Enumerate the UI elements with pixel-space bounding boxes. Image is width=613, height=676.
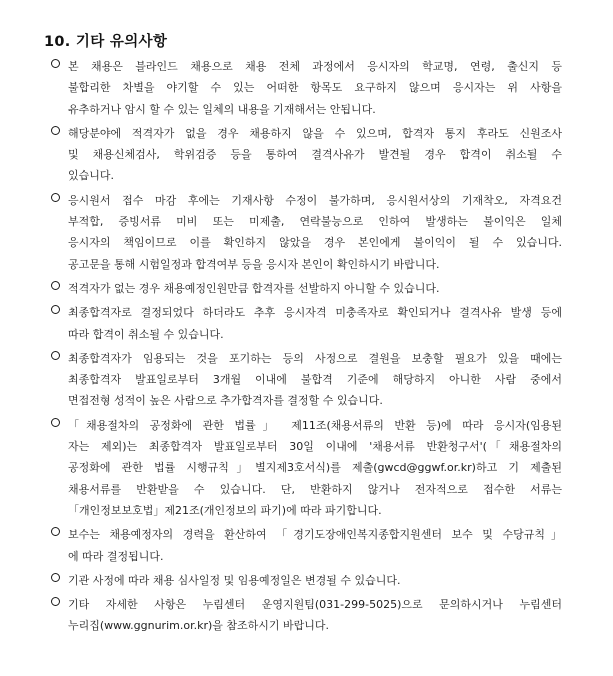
notice-line: 부적합, 증빙서류 미비 또는 미제출, 연락불능으로 인하여 발생하는 불이익은 일체: [68, 215, 562, 229]
notice-item: [0, 302, 613, 345]
notice-line: 기관 사정에 따라 채용 심사일정 및 임용예정일은 변경될 수 있습니다.: [68, 573, 401, 587]
notice-line: 있습니다.: [68, 169, 115, 183]
circle-bullet-icon: [51, 193, 60, 202]
notice-item-text: [68, 56, 562, 120]
notice-item-text: [68, 524, 562, 567]
notice-line: 「개인정보보호법」제21조(개인정보의 파기)에 따라 파기합니다.: [68, 503, 382, 517]
notice-line: 「채용절차의 공정화에 관한 법률」 제11조(채용서류의 반환 등)에 따라 응시자(임용된: [68, 418, 562, 432]
notice-line: 불합리한 차별을 야기할 수 있는 어떠한 항목도 요구하지 않으며 응시자는 위 사항을: [68, 81, 562, 95]
circle-bullet-icon: [51, 573, 60, 582]
notice-item: [0, 278, 613, 299]
notice-line: 공정화에 관한 법률 시행규칙」별지제3호서식)를 제출(gwcd@ggwf.or.kr)하고 기 제출된: [68, 461, 562, 475]
notice-item: [0, 123, 613, 187]
notice-line: 누리집(www.ggnurim.or.kr)을 참조하시기 바랍니다.: [68, 619, 330, 633]
notice-item-text: [68, 278, 562, 299]
notice-line: 최종합격자로 결정되었다 하더라도 추후 응시자격 미충족자로 확인되거나 결격사유 발생 등에: [68, 306, 562, 320]
notice-item: [0, 570, 613, 591]
circle-bullet-icon: [51, 126, 60, 135]
notice-line: 응시원서 접수 마감 후에는 기재사항 수정이 불가하며, 응시원서상의 기재착오, 자격요건: [68, 193, 562, 207]
notice-item: [0, 415, 613, 521]
notice-item-text: [68, 190, 562, 275]
section-title: 10. 기타 유의사항: [44, 34, 168, 50]
notice-item-text: [68, 123, 562, 187]
notice-item-text: [68, 594, 562, 637]
notice-line: 보수는 채용예정자의 경력을 환산하여 「경기도장애인복지종합지원센터 보수 및 수당규칙」: [68, 528, 562, 542]
notice-line: 및 채용신체검사, 학위검증 등을 통하여 결격사유가 발견될 경우 합격이 취소될 수: [68, 148, 562, 162]
notice-line: 적격자가 없는 경우 채용예정인원만큼 합격자를 선발하지 아니할 수 있습니다.: [68, 281, 440, 295]
notice-line: 면접전형 성적이 높은 사람으로 추가합격자를 결정할 수 있습니다.: [68, 394, 383, 408]
notice-line: 최종합격자 발표일로부터 3개월 이내에 불합격 기준에 해당하지 아니한 사람 중에서: [68, 373, 562, 387]
notice-line: 해당분야에 적격자가 없을 경우 채용하지 않을 수 있으며, 합격자 통지 후라도 신원조사: [68, 126, 562, 140]
notice-line: 유추하거나 암시 할 수 있는 일체의 내용을 기재해서는 안됩니다.: [68, 102, 376, 116]
notice-line: 공고문을 통해 시험일정과 합격여부 등을 응시자 본인이 확인하시기 바랍니다.: [68, 257, 440, 271]
notice-line: 채용서류를 반환받을 수 있습니다. 단, 반환하지 않거나 전자적으로 접수한 서류는: [68, 482, 562, 496]
circle-bullet-icon: [51, 305, 60, 314]
notice-item-text: [68, 302, 562, 345]
notice-item: [0, 56, 613, 120]
notice-item-text: [68, 348, 562, 412]
circle-bullet-icon: [51, 597, 60, 606]
notice-line: 에 따라 결정됩니다.: [68, 549, 164, 563]
notice-line: 기타 자세한 사항은 누림센터 운영지원팀(031-299-5025)으로 문의하시거나 누림센터: [68, 598, 562, 612]
notice-line: 자는 제외)는 최종합격자 발표일로부터 30일 이내에 '채용서류 반환청구서'(「채용절차의: [68, 440, 562, 454]
notice-item-text: [68, 415, 562, 521]
notice-item-text: [68, 570, 562, 591]
circle-bullet-icon: [51, 418, 60, 427]
notice-list: [0, 56, 613, 640]
notice-line: 응시자의 책임이므로 이를 확인하지 않았을 경우 본인에게 불이익이 될 수 있습니다.: [68, 236, 562, 250]
notice-item: [0, 190, 613, 275]
circle-bullet-icon: [51, 59, 60, 68]
notice-item: [0, 594, 613, 637]
circle-bullet-icon: [51, 351, 60, 360]
notice-line: 본 채용은 블라인드 채용으로 채용 전체 과정에서 응시자의 학교명, 연령, 출신지 등: [68, 60, 562, 73]
notice-item: [0, 524, 613, 567]
notice-line: 최종합격자가 임용되는 것을 포기하는 등의 사정으로 결원을 보충할 필요가 있을 때에는: [68, 351, 562, 365]
notice-item: [0, 348, 613, 412]
notice-line: 따라 합격이 취소될 수 있습니다.: [68, 327, 224, 341]
circle-bullet-icon: [51, 281, 60, 290]
circle-bullet-icon: [51, 527, 60, 536]
